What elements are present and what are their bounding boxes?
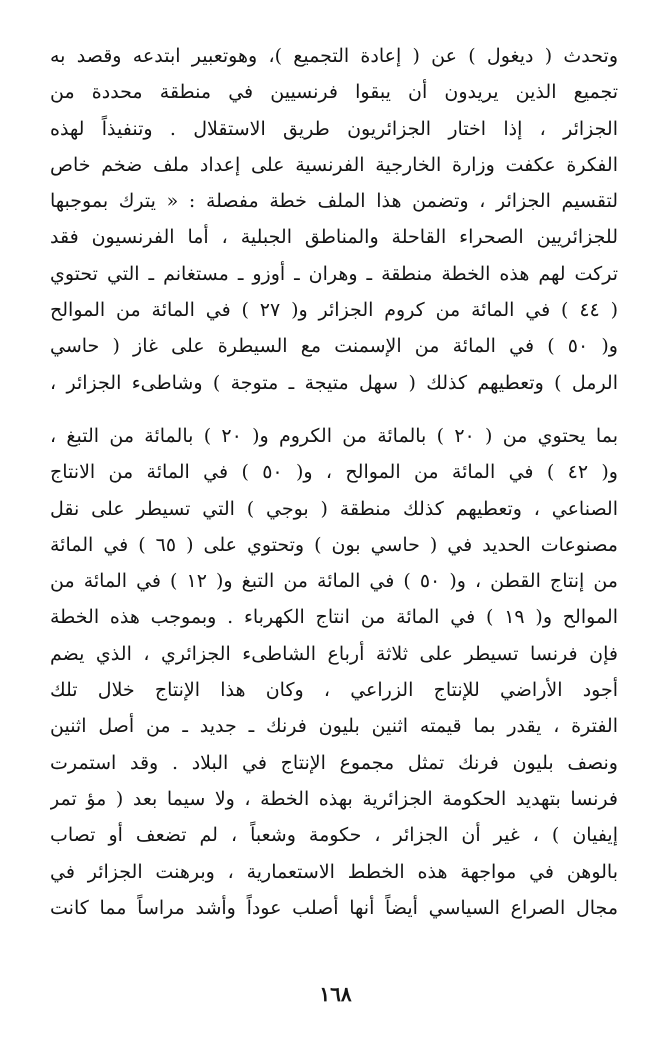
text-line: فرنسا بتهديد الحكومة الجزائرية بهذه الخطة ، ولا سيما بعد ( مؤ تمر [50, 787, 618, 810]
text-line: وتحدث ( ديغول ) عن ( إعادة التجميع )، وهوتعبير ابتدعه وقصد به [50, 45, 618, 67]
paragraph-2 [50, 418, 618, 926]
text-line: تركت لهم هذه الخطة منطقة ـ وهران ـ أوزو ـ مستغانم ـ التي تحتوي [50, 262, 618, 285]
text-line: من إنتاج القطن ، و( ٥٠ ) في المائة من التبغ و( ١٢ ) في المائة من [50, 570, 618, 593]
text-line: تجميع الذين يريدون أن يبقوا فرنسيين في منطقة محددة من [50, 81, 618, 104]
text-line: الفكرة عكفت وزارة الخارجية الفرنسية على إعداد ملف ضخم خاص [50, 153, 618, 176]
text-line: الرمل ) وتعطيهم كذلك ( سهل متيجة ـ متوجة ) وشاطىء الجزائر ، [50, 371, 618, 394]
text-line: الصناعي ، وتعطيهم كذلك منطقة ( بوجي ) التي تسيطر على نقل [50, 497, 618, 520]
text-line: للجزائريين الصحراء القاحلة والمناطق الجبلية ، أما الفرنسيون فقد [50, 226, 618, 249]
body-text [50, 38, 618, 926]
text-line: إيفيان ) ، غير أن الجزائر ، حكومة وشعباً ، لم تضعف أو تصاب [50, 824, 618, 847]
text-line: الجزائر ، إذا اختار الجزائريون طريق الاستقلال . وتنفيذاً لهذه [50, 117, 618, 140]
text-line: الفترة ، يقدر بما قيمته اثنين بليون فرنك ـ جديد ـ من أصل اثنين [50, 715, 618, 738]
text-line: لتقسيم الجزائر ، وتضمن هذا الملف خطة مفصلة : « يترك بموجبها [50, 190, 618, 213]
text-line: بالوهن في مواجهة هذه الخطط الاستعمارية ، وبرهنت الجزائر في [50, 860, 618, 883]
text-line: الموالح و( ١٩ ) في المائة من انتاج الكهرباء . وبموجب هذه الخطة [50, 606, 618, 629]
text-line: أجود الأراضي للإنتاج الزراعي ، وكان هذا الإنتاج خلال تلك [50, 679, 618, 702]
text-line: و( ٥٠ ) في المائة من الإسمنت مع السيطرة على غاز ( حاسي [50, 335, 618, 358]
text-line: مصنوعات الحديد في ( حاسي بون ) وتحتوي على ( ٦٥ ) في المائة [50, 533, 618, 556]
text-line: و( ٤٢ ) في المائة من الموالح ، و( ٥٠ ) في المائة من الانتاج [50, 461, 618, 484]
paragraph-gap [50, 401, 618, 418]
text-line: مجال الصراع السياسي أيضاً أنها أصلب عوداً وأشد مراساً مما كانت [50, 896, 618, 919]
text-line: فإن فرنسا تسيطر على ثلاثة أرباع الشاطىء الجزائري ، الذي يضم [50, 642, 618, 665]
paragraph-1 [50, 38, 618, 401]
text-line: بما يحتوي من ( ٢٠ ) بالمائة من الكروم و( ٢٠ ) بالمائة من التبغ ، [50, 424, 618, 447]
text-line: ونصف بليون فرنك تمثل مجموع الإنتاج في البلاد . وقد استمرت [50, 751, 618, 774]
text-line: ( ٤٤ ) في المائة من كروم الجزائر و( ٢٧ ) في المائة من الموالح [50, 299, 618, 322]
page-number: ١٦٨ [319, 982, 352, 1006]
